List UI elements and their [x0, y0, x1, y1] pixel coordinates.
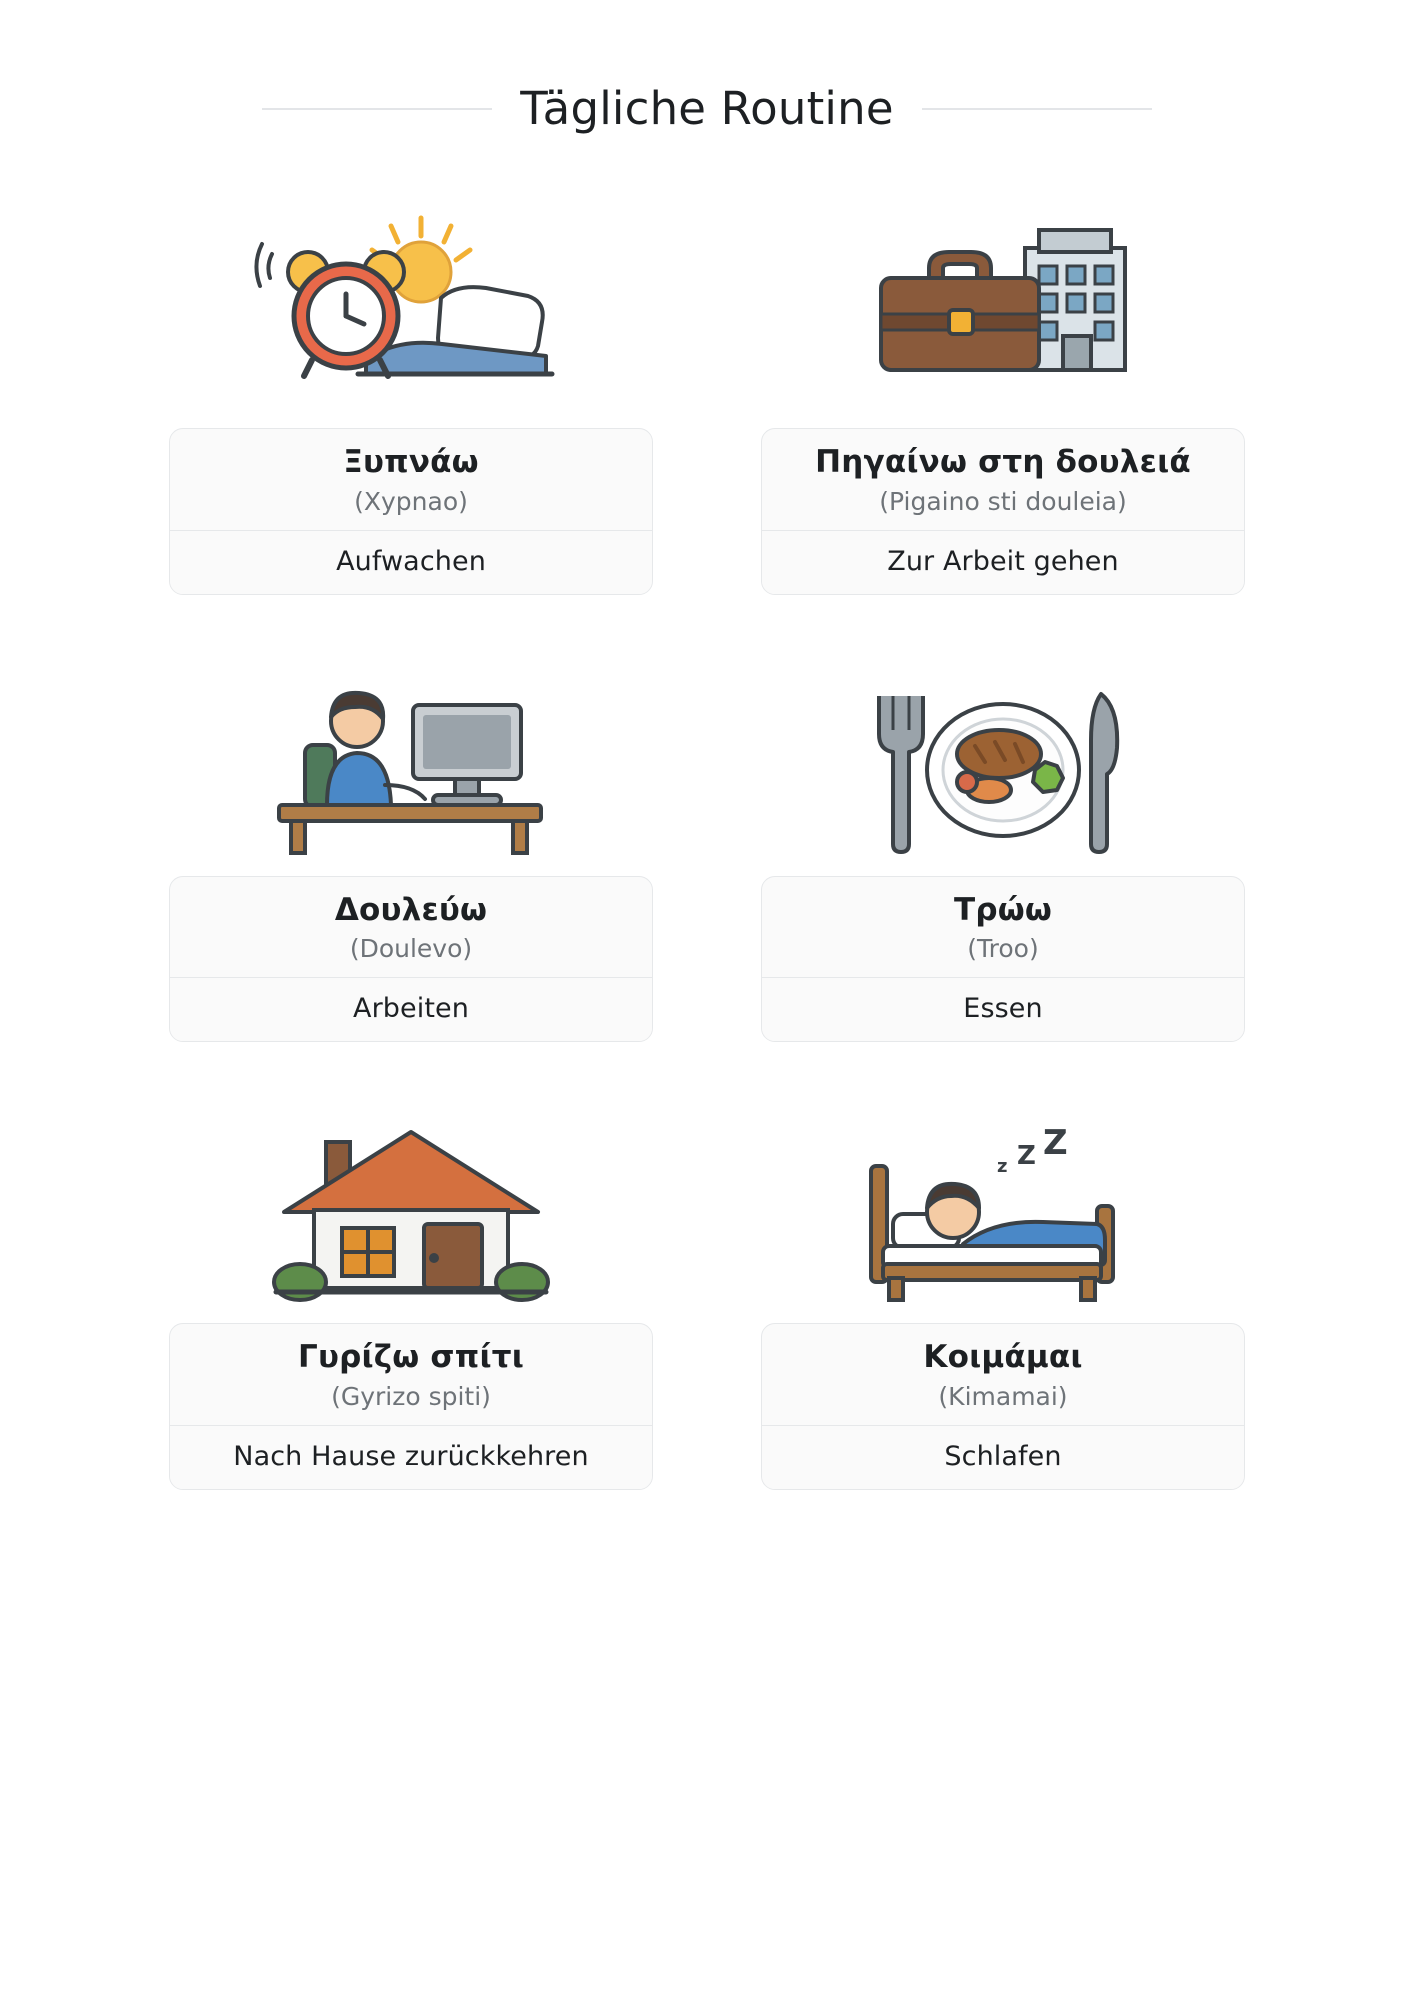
vocabulary-grid: [70, 205, 1344, 1490]
vocab-word: Δουλεύω: [334, 891, 488, 928]
header-rule-right: [922, 108, 1152, 110]
label-top: [170, 1324, 652, 1426]
svg-text:Z: Z: [1017, 1141, 1036, 1172]
label-box: [169, 876, 653, 1043]
label-box: [761, 1323, 1245, 1490]
label-top: [170, 877, 652, 979]
vocab-word: Κοιμάμαι: [923, 1339, 1083, 1376]
label-bottom: [762, 978, 1244, 1041]
label-bottom: [762, 531, 1244, 594]
person-sleeping-bed-icon: [722, 1100, 1284, 1305]
vocab-card[interactable]: [130, 653, 692, 1043]
label-top: [762, 877, 1244, 979]
label-bottom: [170, 531, 652, 594]
page-header: [70, 82, 1344, 135]
vocab-meaning: Essen: [963, 993, 1043, 1025]
label-box: [169, 428, 653, 595]
house-home-icon: [130, 1100, 692, 1305]
vocab-card[interactable]: [130, 1100, 692, 1490]
vocab-word: Γυρίζω σπίτι: [297, 1339, 524, 1376]
vocab-card[interactable]: [130, 205, 692, 595]
vocab-transliteration: (Kimamai): [938, 1381, 1068, 1411]
vocab-meaning: Arbeiten: [353, 993, 469, 1025]
plate-fork-knife-meal-icon: [722, 653, 1284, 858]
label-box: [761, 428, 1245, 595]
header-rule-left: [262, 108, 492, 110]
svg-text:Z: Z: [1043, 1123, 1068, 1164]
label-bottom: [170, 978, 652, 1041]
vocab-word: Τρώω: [953, 891, 1053, 928]
vocab-meaning: Zur Arbeit gehen: [887, 545, 1119, 577]
label-top: [170, 429, 652, 531]
label-bottom: [762, 1426, 1244, 1489]
vocab-word: Ξυπνάω: [343, 444, 479, 480]
briefcase-office-building-icon: [722, 205, 1284, 410]
vocab-card[interactable]: [722, 1100, 1284, 1490]
label-bottom: [170, 1426, 652, 1489]
page-title: Tägliche Routine: [520, 82, 894, 135]
alarm-clock-bed-icon: [130, 205, 692, 410]
label-box: [761, 876, 1245, 1043]
person-at-desk-computer-icon: [130, 653, 692, 858]
svg-text:z: z: [997, 1156, 1008, 1178]
vocab-transliteration: (Troo): [967, 934, 1039, 964]
vocab-meaning: Schlafen: [944, 1440, 1062, 1472]
vocab-transliteration: (Xypnao): [354, 486, 468, 516]
vocab-card[interactable]: [722, 653, 1284, 1043]
vocab-meaning: Nach Hause zurückkehren: [233, 1440, 589, 1472]
vocab-transliteration: (Gyrizo spiti): [331, 1381, 491, 1411]
vocab-meaning: Aufwachen: [336, 545, 486, 577]
vocab-word: Πηγαίνω στη δουλειά: [815, 444, 1191, 480]
label-box: [169, 1323, 653, 1490]
label-top: [762, 429, 1244, 531]
vocab-card[interactable]: [722, 205, 1284, 595]
label-top: [762, 1324, 1244, 1426]
vocab-transliteration: (Pigaino sti douleia): [879, 486, 1127, 516]
vocab-transliteration: (Doulevo): [349, 934, 473, 964]
